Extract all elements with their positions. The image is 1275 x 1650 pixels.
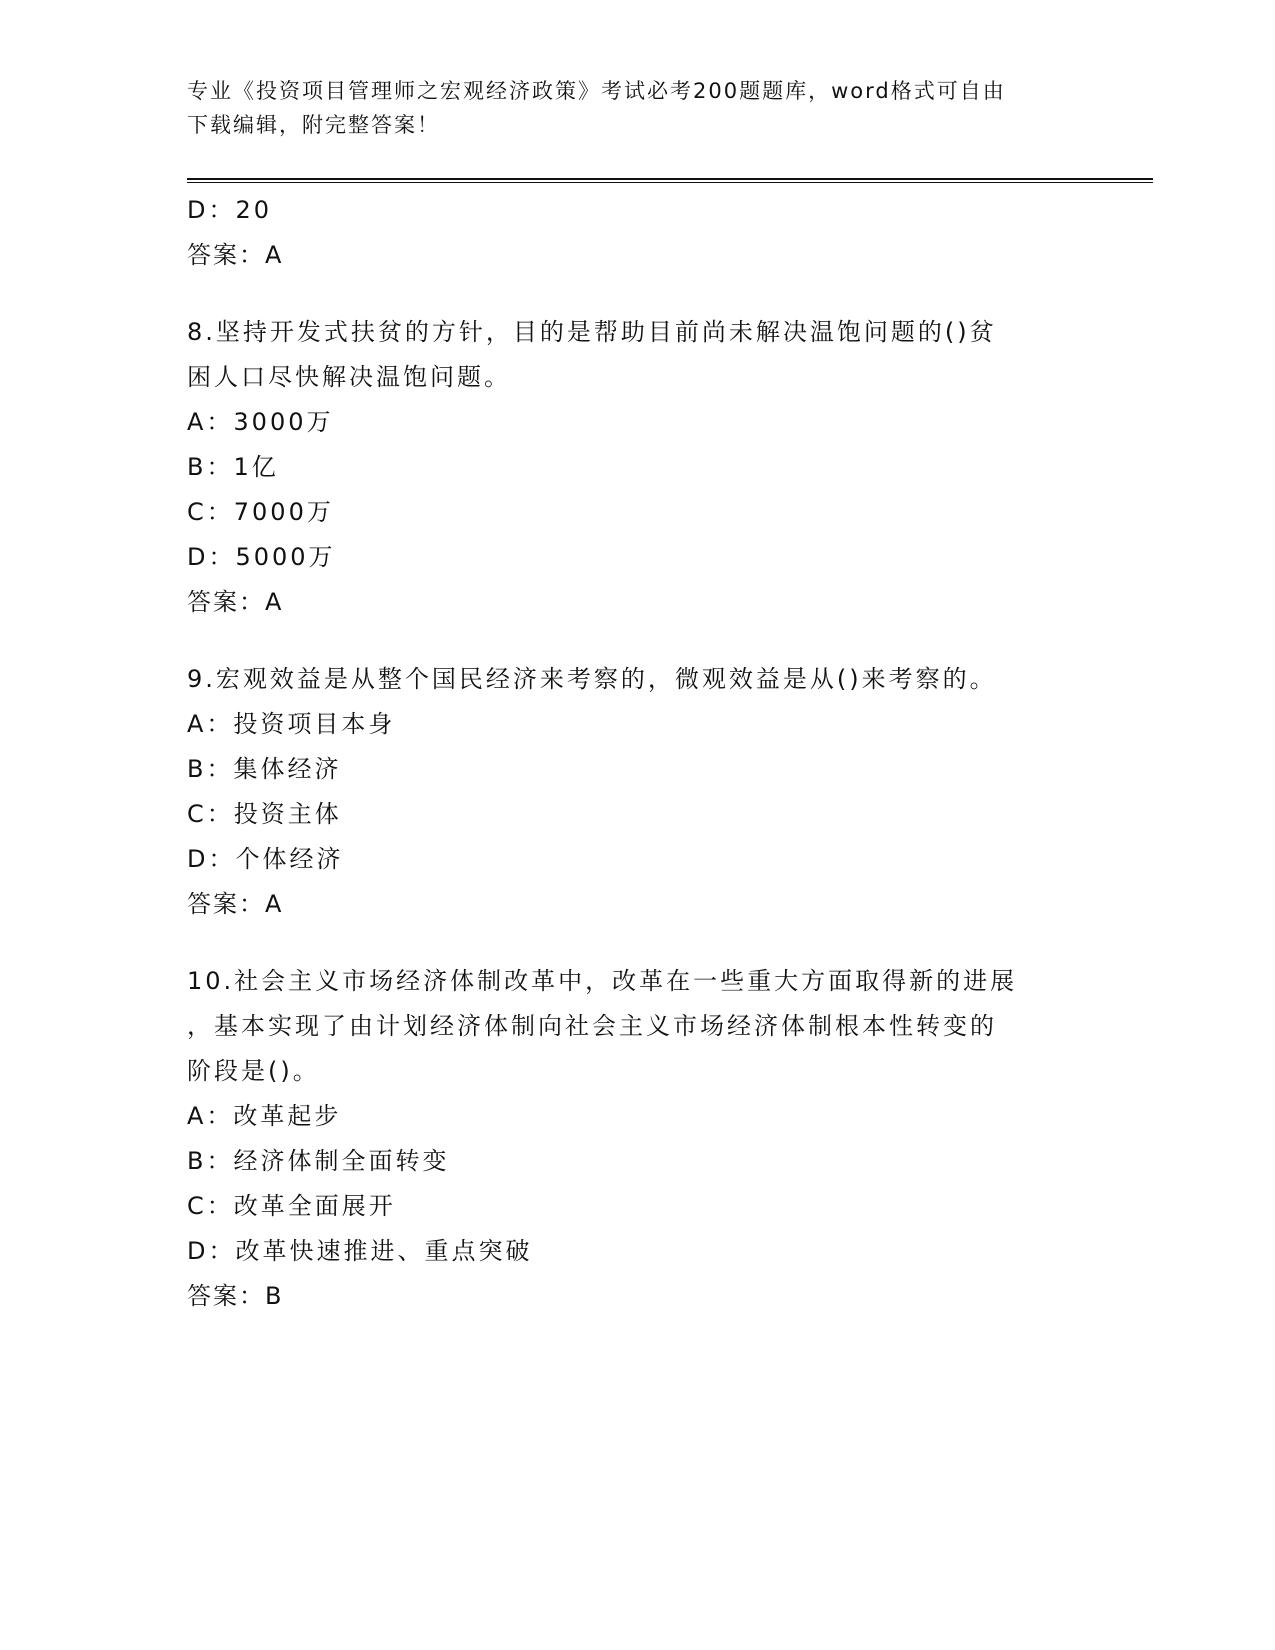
question-text [187, 310, 1087, 400]
option-d: D：改革快速推进、重点突破 [187, 1237, 533, 1265]
header-line: 下载编辑，附完整答案！ [187, 113, 440, 137]
question-line: 阶段是()。 [187, 1057, 320, 1085]
question-line: 9.宏观效益是从整个国民经济来考察的，微观效益是从()来考察的。 [187, 665, 997, 693]
question-line: 困人口尽快解决温饱问题。 [187, 363, 511, 391]
option-a: A：改革起步 [187, 1102, 342, 1130]
document-header [187, 74, 1067, 142]
option-d: D：个体经济 [187, 845, 344, 873]
answer-line: 答案：A [187, 890, 284, 918]
previous-question-tail [187, 188, 1087, 278]
question-text [187, 959, 1087, 1094]
question-line: 8.坚持开发式扶贫的方针，目的是帮助目前尚未解决温饱问题的()贫 [187, 318, 997, 346]
option-a: A：3000万 [187, 408, 334, 436]
option-b: B：1亿 [187, 453, 279, 481]
option-c: C：改革全面展开 [187, 1192, 396, 1220]
question-text [187, 657, 1087, 702]
question-line: ，基本实现了由计划经济体制向社会主义市场经济体制根本性转变的 [187, 1012, 997, 1040]
answer-line: 答案：B [187, 1282, 284, 1310]
header-line: 专业《投资项目管理师之宏观经济政策》考试必考200题题库，word格式可自由 [187, 79, 1006, 103]
header-divider-thin [187, 182, 1153, 183]
document-body [187, 188, 1087, 1319]
answer-line: 答案：A [187, 241, 284, 269]
option-b: B：集体经济 [187, 755, 342, 783]
question-10 [187, 959, 1087, 1319]
option-a: A：投资项目本身 [187, 710, 396, 738]
question-line: 10.社会主义市场经济体制改革中，改革在一些重大方面取得新的进展 [187, 967, 1018, 995]
option-c: C：投资主体 [187, 800, 342, 828]
option-d: D：20 [187, 196, 273, 224]
option-c: C：7000万 [187, 498, 334, 526]
header-divider [187, 178, 1153, 180]
option-d: D：5000万 [187, 543, 336, 571]
question-8 [187, 310, 1087, 625]
question-9 [187, 657, 1087, 927]
option-b: B：经济体制全面转变 [187, 1147, 450, 1175]
answer-line: 答案：A [187, 588, 284, 616]
